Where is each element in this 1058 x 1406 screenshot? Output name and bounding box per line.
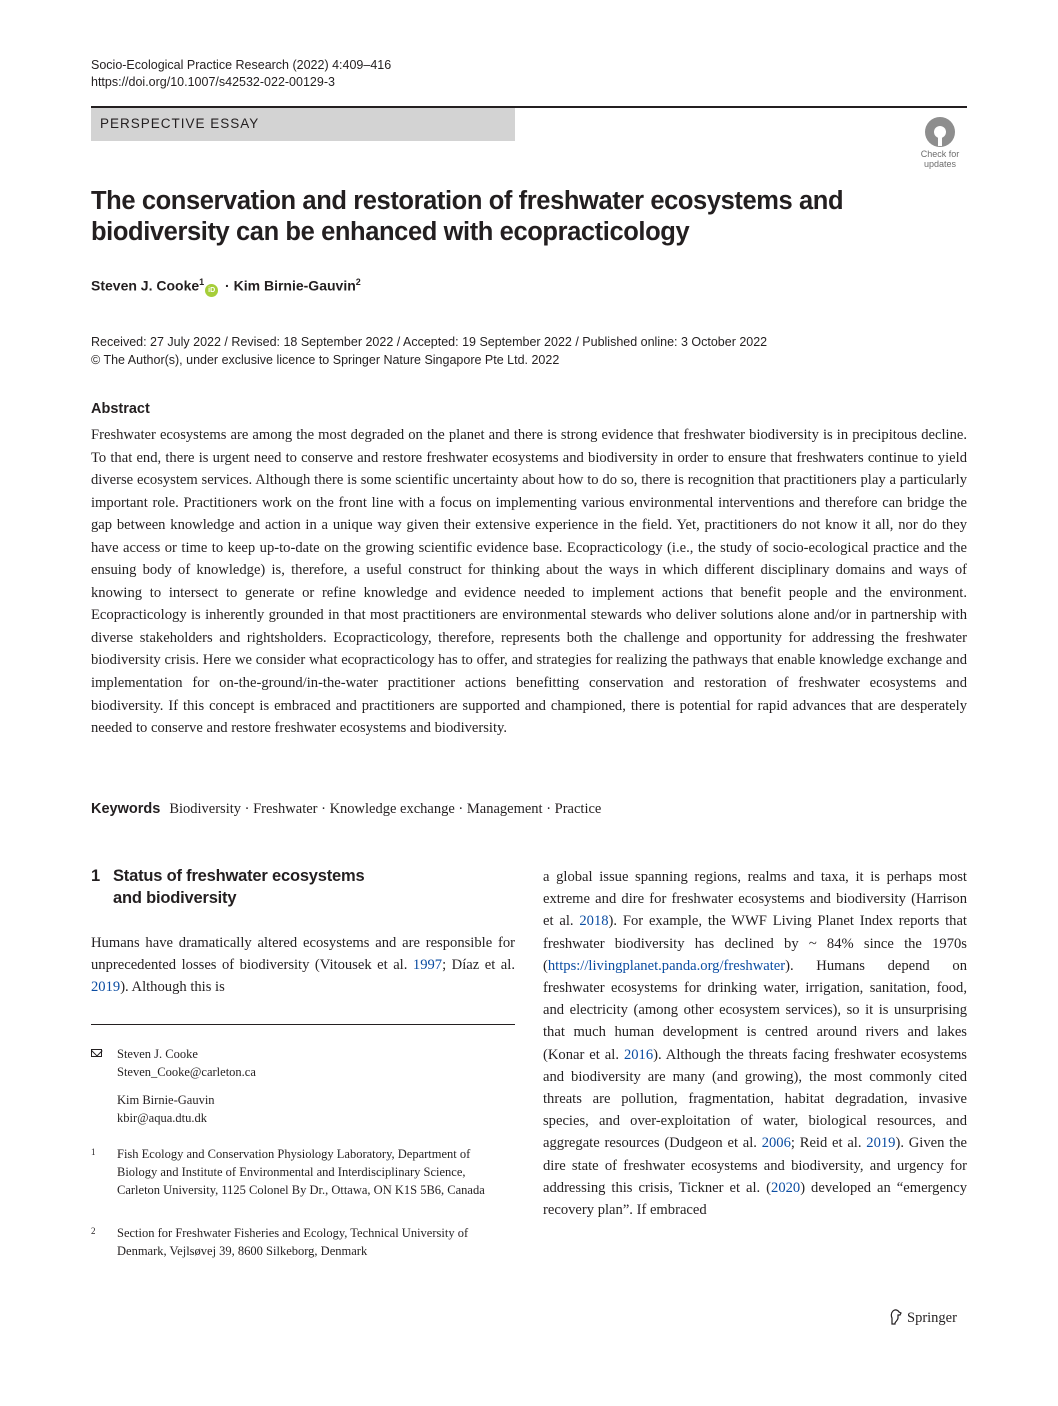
keywords-heading: Keywords [91,801,161,817]
springer-horse-icon [889,1309,903,1325]
keywords [91,801,601,818]
author-name[interactable]: Kim Birnie-Gauvin [233,277,356,294]
author-separator: · [221,277,234,294]
affiliation-number: 1 [91,1147,96,1157]
journal-citation: Socio-Ecological Practice Research (2022) 4:409–416 [91,58,392,72]
citation-link[interactable]: 2019 [91,979,121,996]
publisher-name: Springer [907,1310,957,1326]
publisher-logo [889,1309,957,1327]
check-updates-icon [925,117,955,147]
publication-dates: Received: 27 July 2022 / Revised: 18 September 2022 / Accepted: 19 September 2022 / Published online: 3 October 2022 [91,335,768,349]
citation-link[interactable]: 1997 [412,957,443,974]
article-type-band [91,108,515,141]
orcid-icon[interactable]: iD [205,284,218,297]
author-affiliation-ref: 1 [199,277,205,287]
envelope-icon [91,1049,102,1057]
doi-link[interactable]: https://doi.org/10.1007/s42532-022-00129-3 [91,75,335,89]
citation-link[interactable]: 2020 [771,1179,801,1196]
article-title: The conservation and restoration of freshwater ecosystems and biodiversity can be enhanced with ecopracticology [91,187,844,246]
footnote-rule [91,1024,515,1025]
citation-link[interactable]: 2018 [579,913,609,930]
section-number: 1 [91,867,100,885]
body-paragraph-left: Humans have dramatically altered ecosystems and are responsible for unprecedented losses of biodiversity (Vitousek et al. 1997; Díaz et al. 2019). Although this is [91,935,515,996]
body-paragraph-right: a global issue spanning regions, realms and taxa, it is perhaps most extreme and dire for freshwater ecosystems and biodiversity (Harrison et al. 2018). For example, the WWF Living Planet Index reports that freshwater biodiversity has declined by ~ 84% since the 1970s (https://livingplanet.panda.org/freshwater). Humans depend on freshwater ecosystems for drinking water, irrigation, sanitation, food, and electricity (among other ecosystem services), so it is unsurprising that much human development is centred around rivers and lakes (Konar et al. 2016). Although the threats facing freshwater ecosystems and biodiversity are many (and growing), the most commonly cited threats are pollution, fragmentation, habitat degradation, invasive species, and over-exploitation of water, biological resources, and aggregate resources (Dudgeon et al. 2006; Reid et al. 2019). Given the dire state of freshwater ecosystems and biodiversity, and urgency for addressing this crisis, Tickner et al. (2020) developed an “emergency recovery plan”. If embraced [543,869,967,1219]
article-history [91,333,767,369]
affiliation-text: Fish Ecology and Conservation Physiology Laboratory, Department of Biology and Institute of Environmental and Interdisciplinary Science, Carleton University, 1125 Colonel By Dr., Ottawa, ON K1S 5B6, Canada [117,1147,485,1197]
section-title-line2: and biodiversity [113,889,237,907]
section-heading [91,865,511,909]
contact-email[interactable]: Steven_Cooke@carleton.ca [117,1065,256,1079]
affiliation-text: Section for Freshwater Fisheries and Ecology, Technical University of Denmark, Vejlsøvej 39, 8600 Silkeborg, Denmark [117,1226,469,1258]
author-name[interactable]: Steven J. Cooke [91,277,200,294]
article-type-label: PERSPECTIVE ESSAY [100,116,260,131]
citation-link[interactable]: 2006 [761,1135,791,1152]
keywords-list: Biodiversity · Freshwater · Knowledge exchange · Management · Practice [169,801,602,817]
citation-link[interactable]: 2019 [866,1135,896,1152]
check-for-updates-badge[interactable] [913,117,967,170]
affiliation-number: 2 [91,1226,96,1236]
journal-header [91,57,391,91]
contact-name: Kim Birnie-Gauvin [117,1093,215,1107]
check-updates-line1: Check for [920,149,960,159]
url-link[interactable]: https://livingplanet.panda.org/freshwater [547,957,786,974]
abstract-heading: Abstract [91,401,150,417]
section-title-line1: Status of freshwater ecosystems [113,867,365,885]
contact-email[interactable]: kbir@aqua.dtu.dk [117,1111,207,1125]
copyright-line: © The Author(s), under exclusive licence to Springer Nature Singapore Pte Ltd. 2022 [91,353,560,367]
author-affiliation-ref: 2 [355,277,361,287]
author-list [91,277,361,297]
contact-name: Steven J. Cooke [117,1047,198,1061]
check-updates-line2: updates [923,159,957,169]
abstract-text: Freshwater ecosystems are among the most degraded on the planet and there is strong evidence that freshwater biodiversity is in precipitous decline. To that end, there is urgent need to conserve and restore freshwater ecosystems and biodiversity in order to ensure that freshwaters continue to yield diverse ecosystem services. Although there is some scientific uncertainty about how to do so, there is recognition that practitioners play a particularly important role. Practitioners work on the front line with a focus on implementing various environmental interventions and therefore can bridge the gap between knowledge and action in a unique way given their extensive experience in the field. Yet, practitioners do not know it all, nor do they have access or time to keep up-to-date on the growing scientific evidence base. Ecopracticology (i.e., the study of socio-ecological practice and the ensuing body of knowledge) is, therefore, a useful construct for thinking about the ways in which different disciplinary domains and ways of knowing to intersect to generate or refine knowledge and evidence needed to implement actions that benefit people and the environment. Ecopracticology is inherently grounded in that most practitioners are environmental stewards who deliver solutions alone and/or in partnership with diverse stakeholders and rightsholders. Ecopracticology, therefore, represents both the challenge and opportunity for addressing the freshwater biodiversity crisis. Here we consider what ecopracticology has to offer, and strategies for realizing the pathways that enable knowledge exchange and implementation for on-the-ground/in-the-water practitioner actions benefitting conservation and restoration of freshwater ecosystems and biodiversity. If this concept is embraced and practitioners are supported and championed, there is potential for rapid advances that are desperately needed to conserve and restore freshwater ecosystems and biodiversity. [91,427,967,737]
citation-link[interactable]: 2016 [623,1046,654,1063]
